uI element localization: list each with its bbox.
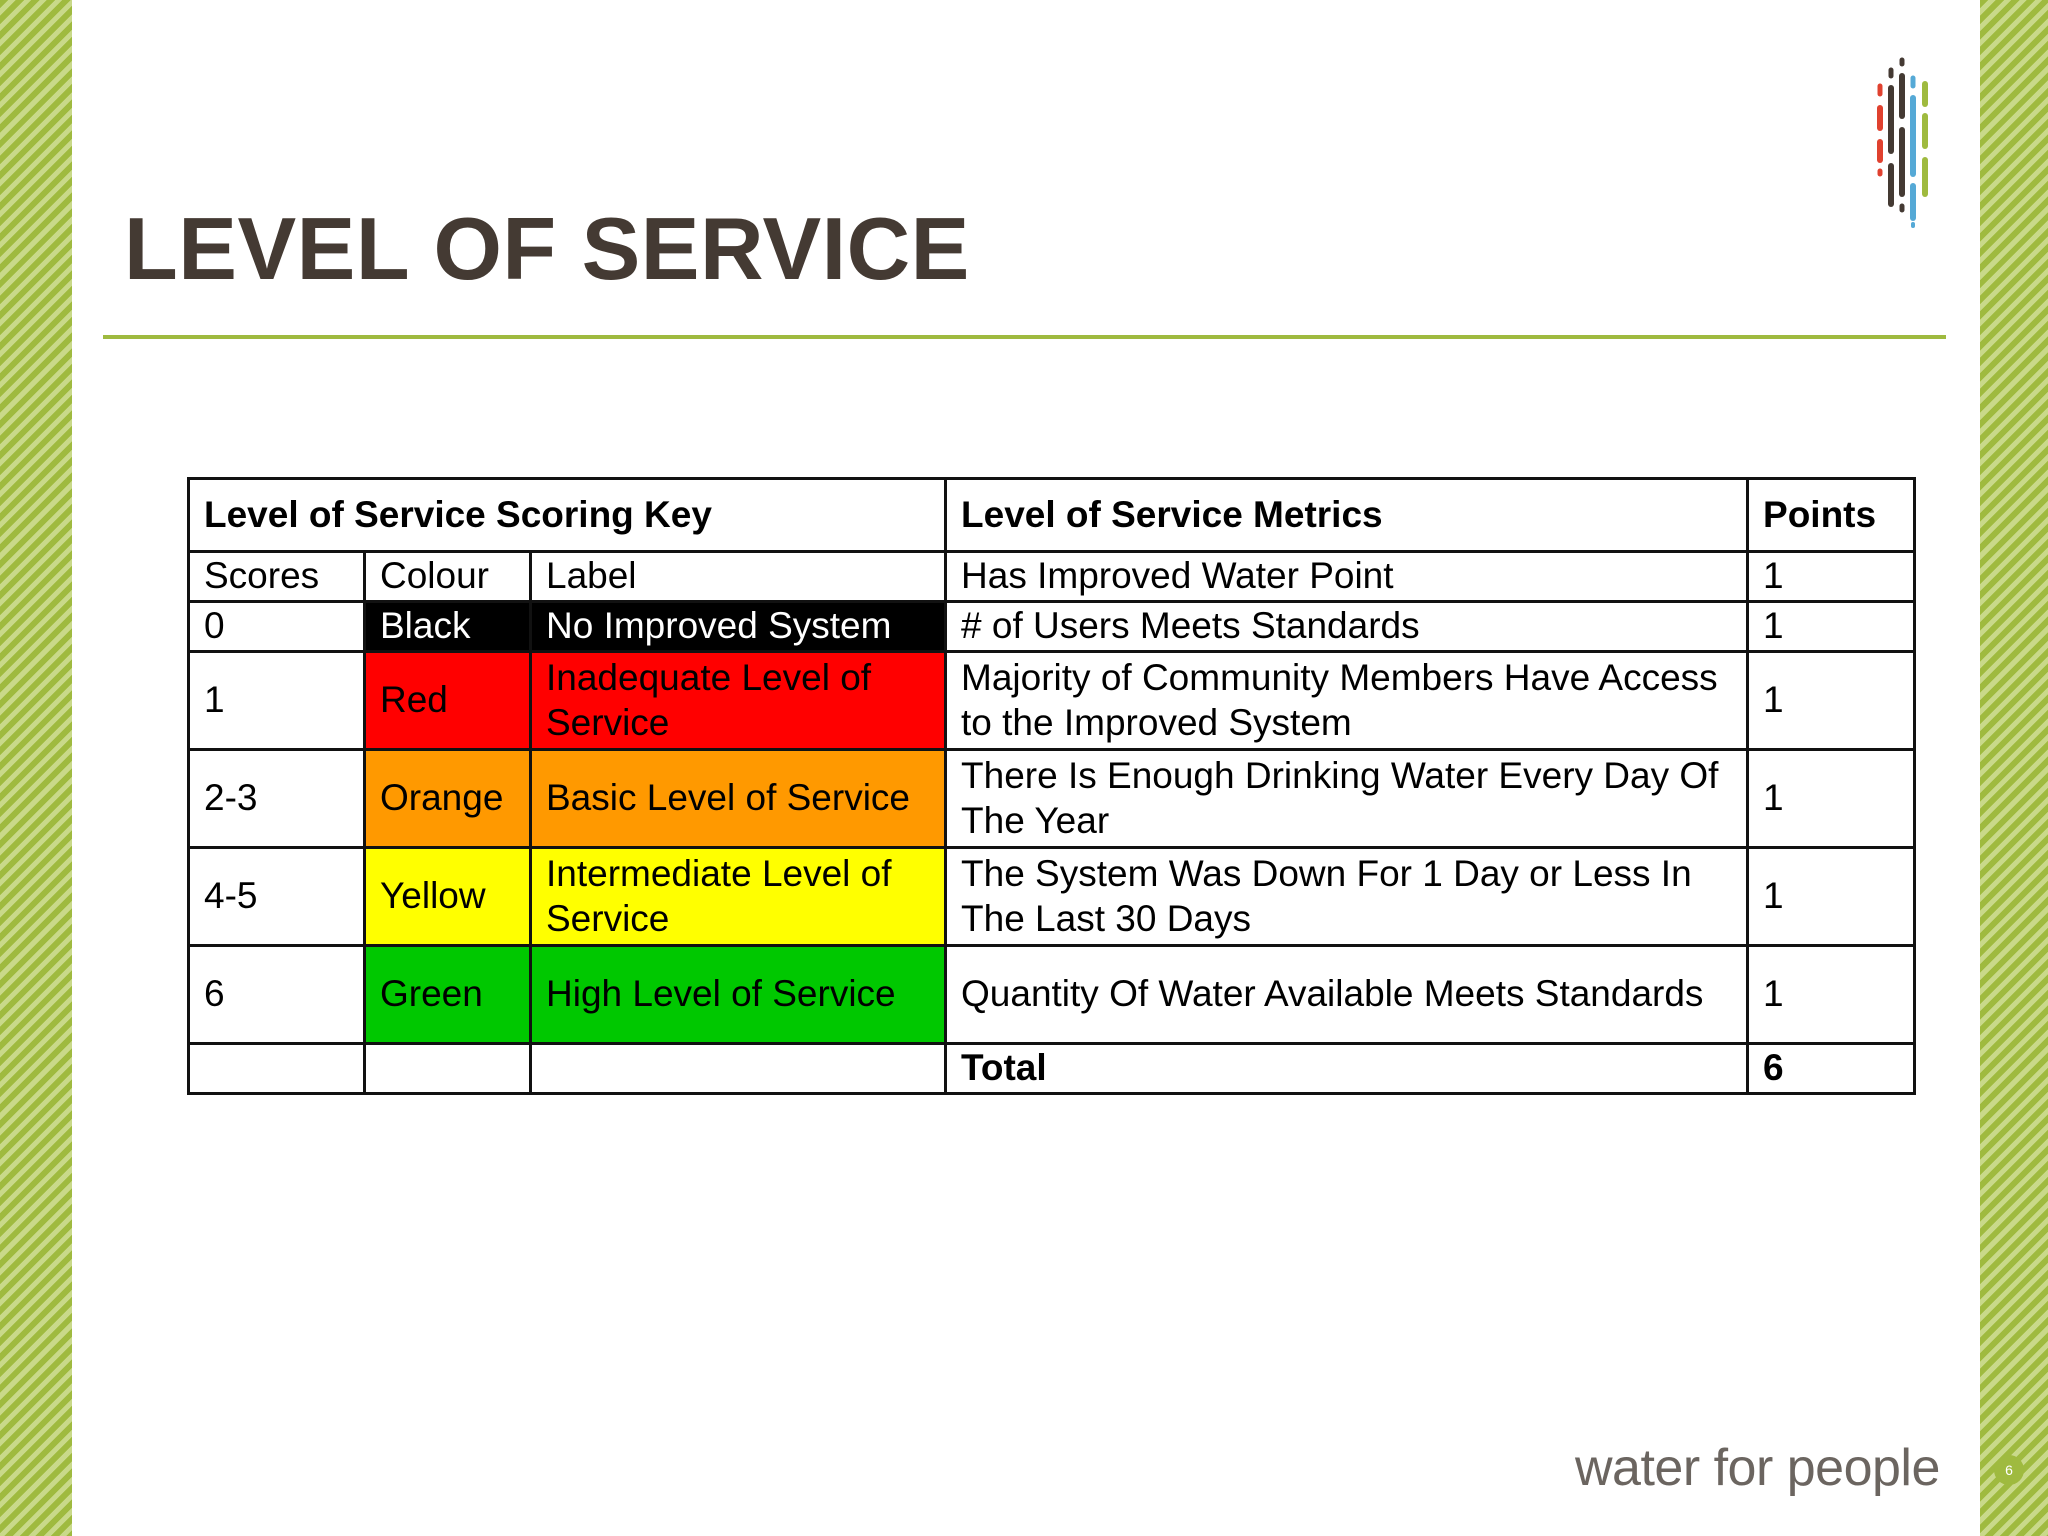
points-cell: 1 bbox=[1748, 602, 1915, 652]
colour-column-header: Colour bbox=[365, 552, 531, 602]
colour-cell-orange: Orange bbox=[365, 750, 531, 848]
total-label: Total bbox=[946, 1044, 1748, 1094]
metric-cell: # of Users Meets Standards bbox=[946, 602, 1748, 652]
label-cell: Intermediate Level of Service bbox=[531, 848, 946, 946]
right-stripe-border bbox=[1980, 0, 2048, 1536]
slide-title: LEVEL OF SERVICE bbox=[124, 199, 970, 298]
points-cell: 1 bbox=[1748, 946, 1915, 1044]
colour-cell-yellow: Yellow bbox=[365, 848, 531, 946]
page-number-badge: 6 bbox=[1994, 1455, 2024, 1485]
metric-cell: Has Improved Water Point bbox=[946, 552, 1748, 602]
brand-wordmark: water for people bbox=[1575, 1439, 1940, 1497]
label-cell: High Level of Service bbox=[531, 946, 946, 1044]
empty-cell bbox=[531, 1044, 946, 1094]
score-cell: 4-5 bbox=[189, 848, 365, 946]
table-row bbox=[189, 946, 1915, 1044]
left-stripe-border bbox=[0, 0, 72, 1536]
empty-cell bbox=[189, 1044, 365, 1094]
points-cell: 1 bbox=[1748, 552, 1915, 602]
scores-column-header: Scores bbox=[189, 552, 365, 602]
title-divider bbox=[103, 335, 1946, 339]
points-cell: 1 bbox=[1748, 652, 1915, 750]
metric-cell: There Is Enough Drinking Water Every Day Of The Year bbox=[946, 750, 1748, 848]
points-cell: 1 bbox=[1748, 750, 1915, 848]
total-points: 6 bbox=[1748, 1044, 1915, 1094]
label-cell: Inadequate Level of Service bbox=[531, 652, 946, 750]
table-row bbox=[189, 652, 1915, 750]
empty-cell bbox=[365, 1044, 531, 1094]
table-row bbox=[189, 552, 1915, 602]
table-row bbox=[189, 602, 1915, 652]
score-cell: 0 bbox=[189, 602, 365, 652]
metric-cell: Majority of Community Members Have Access to the Improved System bbox=[946, 652, 1748, 750]
label-cell: No Improved System bbox=[531, 602, 946, 652]
score-cell: 2-3 bbox=[189, 750, 365, 848]
points-header: Points bbox=[1748, 479, 1915, 552]
colour-cell-black: Black bbox=[365, 602, 531, 652]
score-cell: 1 bbox=[189, 652, 365, 750]
label-cell: Basic Level of Service bbox=[531, 750, 946, 848]
metrics-header: Level of Service Metrics bbox=[946, 479, 1748, 552]
table-header-row bbox=[189, 479, 1915, 552]
score-cell: 6 bbox=[189, 946, 365, 1044]
level-of-service-table bbox=[187, 477, 1916, 1095]
metric-cell: Quantity Of Water Available Meets Standards bbox=[946, 946, 1748, 1044]
scoring-key-header: Level of Service Scoring Key bbox=[189, 479, 946, 552]
colour-cell-red: Red bbox=[365, 652, 531, 750]
water-for-people-logo-icon bbox=[1872, 56, 1936, 228]
points-cell: 1 bbox=[1748, 848, 1915, 946]
total-row bbox=[189, 1044, 1915, 1094]
table-row bbox=[189, 848, 1915, 946]
table-row bbox=[189, 750, 1915, 848]
metric-cell: The System Was Down For 1 Day or Less In The Last 30 Days bbox=[946, 848, 1748, 946]
label-column-header: Label bbox=[531, 552, 946, 602]
colour-cell-green: Green bbox=[365, 946, 531, 1044]
